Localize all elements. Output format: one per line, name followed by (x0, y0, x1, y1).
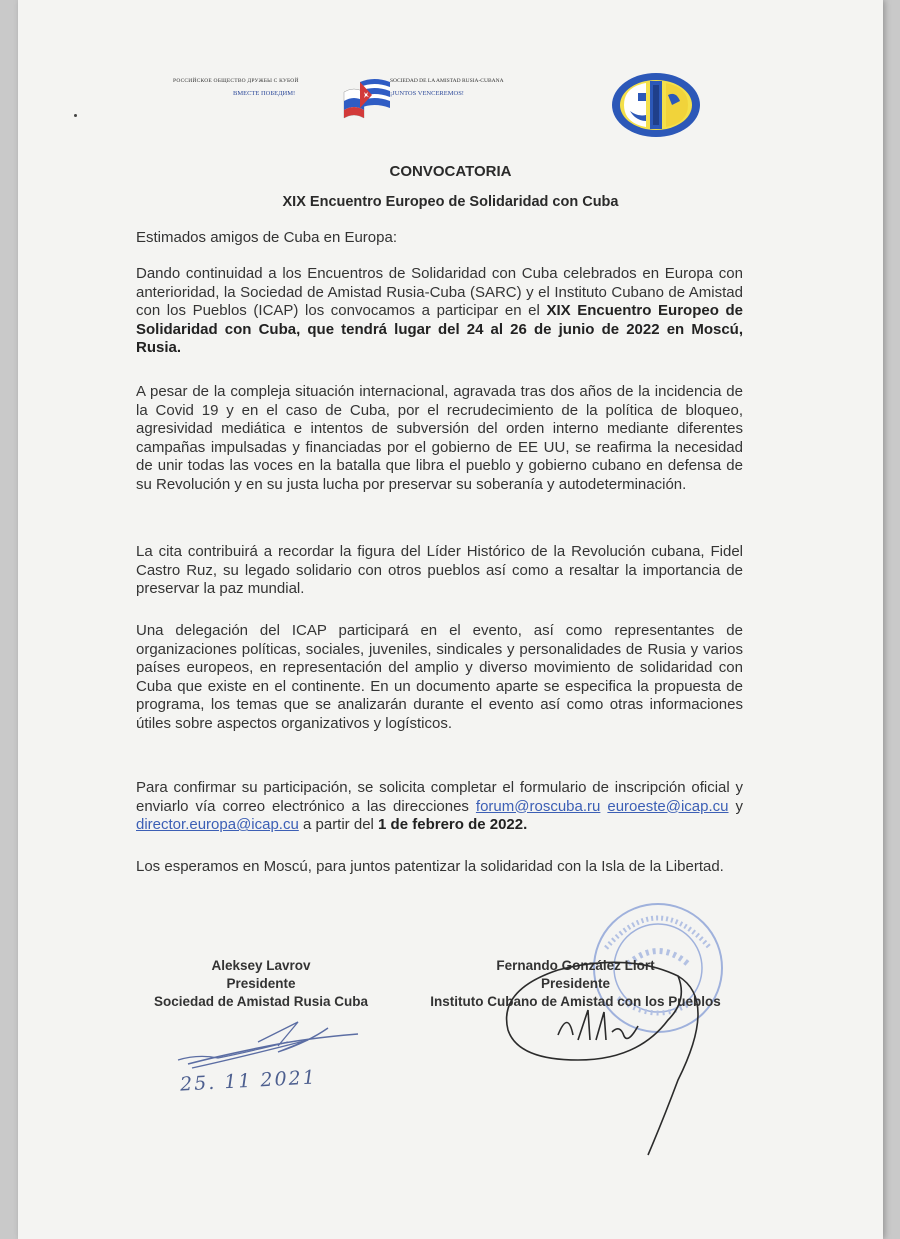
email-link-forum[interactable]: forum@roscuba.ru (475, 797, 601, 815)
signatory-left (136, 957, 386, 1011)
email-link-euroeste[interactable]: euroeste@icap.cu (607, 797, 729, 815)
document-page (18, 0, 883, 1239)
paragraph-5-bold: 1 de febrero de 2022. (378, 816, 528, 834)
paragraph-5-text-2: a partir del (298, 816, 379, 834)
paragraph-4: Una delegación del ICAP participará en el evento, así como representantes de organizaciones políticas, sociales, juveniles, sindicales y personalidades de Rusia y varios países europeos, en representación del amplio y diverso movimiento de solidaridad con Cuba que existe en el continente. En un documento aparte se especifica la propuesta de programa, los temas que se analizarán durante el evento así como otras informaciones útiles sobre aspectos organizativos y logísticos. (136, 622, 743, 732)
sarc-name-es: SOCIEDAD DE LA AMISTAD RUSIA-CUBANA (390, 78, 504, 84)
paragraph-5-text: Para confirmar su participación, se solicita completar el formulario de inscripción oficial y enviarlo vía correo electrónico a las direcciones (136, 779, 743, 815)
sarc-motto-ru: ВМЕСТЕ ПОБЕДИМ! (233, 90, 296, 97)
document-title: CONVOCATORIA (389, 163, 512, 180)
signatory-left-name: Aleksey Lavrov (211, 958, 311, 973)
icap-logo (610, 71, 702, 139)
paragraph-5 (136, 779, 743, 835)
conjunction-text: y (728, 797, 744, 815)
greeting: Estimados amigos de Cuba en Europa: (136, 229, 397, 246)
signatory-right-org: Instituto Cubano de Amistad con los Pueblos (430, 994, 721, 1009)
paragraph-3: La cita contribuirá a recordar la figura del Líder Histórico de la Revolución cubana, Fidel Castro Ruz, su legado solidario con otros pueblos así como a resaltar la importancia de preservar la paz mundial. (136, 543, 743, 598)
signatory-left-role: Presidente (226, 976, 296, 991)
handwritten-date: 25. 11 2021 (179, 1066, 318, 1096)
paragraph-2: A pesar de la compleja situación internacional, agravada tras dos años de la incidencia de la Covid 19 y en el caso de Cuba, por el recrudecimiento de la política de bloqueo, agresividad mediática e intentos de subversión del orden interno mediante diferentes campañas impulsadas y financiadas por el gobierno de EE UU, se reafirma la necesidad de unir todas las voces en la batalla que libra el pueblo y gobierno cubano en defensa de su Revolución y en su justa lucha por preservar su soberanía y autodeterminación. (136, 383, 743, 493)
scan-speck (74, 114, 77, 117)
sarc-motto-es: ¡JUNTOS VENCEREMOS! (390, 90, 464, 97)
signatory-right-role: Presidente (540, 976, 611, 991)
signatory-left-org: Sociedad de Amistad Rusia Cuba (153, 994, 369, 1009)
paragraph-1 (136, 265, 743, 358)
sarc-name-ru: РОССИЙСКОЕ ОБЩЕСТВО ДРУЖБЫ С КУБОЙ (173, 78, 299, 84)
paragraph-6: Los esperamos en Moscú, para juntos patentizar la solidaridad con la Isla de la Libertad. (136, 858, 724, 875)
paragraph-1-bold: XIX Encuentro Europeo de Solidaridad con Cuba, que tendrá lugar del 24 al 26 de junio de 2022 en Moscú, Rusia. (136, 302, 743, 357)
paragraph-1-text: Dando continuidad a los Encuentros de Solidaridad con Cuba celebrados en Europa con anterioridad, la Sociedad de Amistad Rusia-Cuba (SARC) y el Instituto Cubano de Amistad con los Pueblos (ICAP) los convocamos a participar en el (136, 265, 743, 320)
signatory-right-name: Fernando González Llort (496, 958, 655, 973)
document-subtitle: XIX Encuentro Europeo de Solidaridad con Cuba (282, 194, 619, 210)
signature-right (488, 940, 738, 1160)
email-link-director[interactable]: director.europa@icap.cu (136, 816, 299, 834)
